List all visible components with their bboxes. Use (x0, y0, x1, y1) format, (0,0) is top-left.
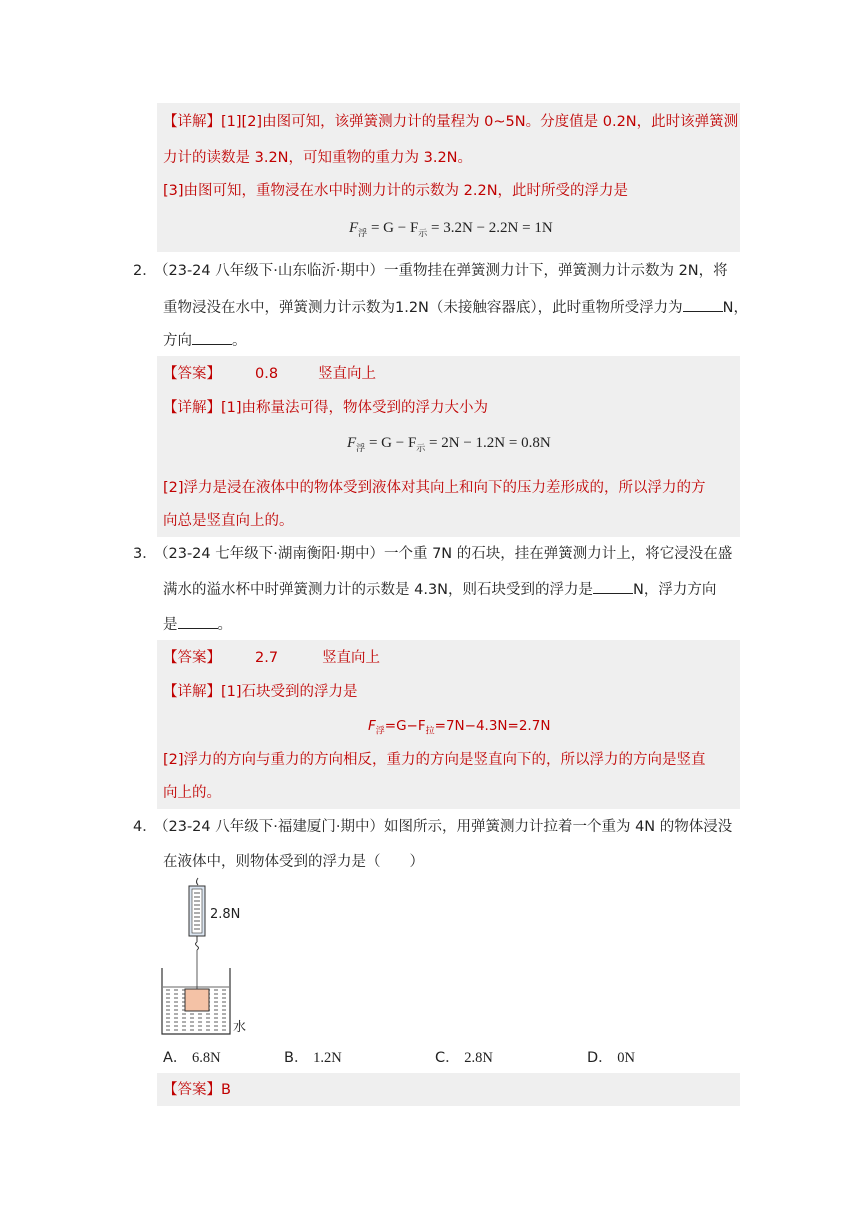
question-text: 重物浸没在水中，弹簧测力计示数为1.2N（未接触容器底），此时重物所受浮力为 N， (163, 297, 748, 318)
formula: $F_浮=G-F_拉=7N-4.3N=2.7N$ (368, 718, 551, 737)
option-a[interactable]: A． 6.8N (163, 1050, 221, 1066)
option-b[interactable]: B． 1.2N (284, 1050, 342, 1066)
question-text: （23-24 八年级下·福建厦门·期中）如图所示，用弹簧测力计拉着一个重为 4N 的物体浸没 (154, 819, 733, 835)
question-text: 满水的溢水杯中时弹簧测力计的示数是 4.3N，则石块受到的浮力是 N，浮力方向 (163, 579, 716, 600)
answer-blank (683, 297, 723, 312)
question-text: （23-24 七年级下·湖南衡阳·期中）一个重 7N 的石块，挂在弹簧测力计上，将它浸没在盛 (154, 546, 733, 562)
question-number: 3． (133, 546, 157, 562)
answer-value: 竖直向上 (322, 650, 381, 666)
question-number: 4． (133, 819, 157, 835)
explanation-line: [3]由图可知，重物浸在水中时测力计的示数为 2.2N，此时所受的浮力是 (163, 183, 629, 199)
question-text: 是 。 (163, 614, 232, 635)
explanation-line: [2]浮力的方向与重力的方向相反，重力的方向是竖直向下的，所以浮力的方向是竖直 (163, 752, 706, 768)
answer-box-4 (157, 1073, 740, 1106)
explanation-line: 【详解】[1]石块受到的浮力是 (163, 684, 358, 700)
answer-blank (178, 614, 218, 629)
scale-top-hook (197, 878, 199, 885)
question-text: （23-24 八年级下·山东临沂·期中）一重物挂在弹簧测力计下，弹簧测力计示数为 2N，将 (154, 263, 728, 279)
explanation-line: 【详解】[1]由称量法可得，物体受到的浮力大小为 (163, 400, 489, 416)
explanation-line: 力计的读数是 3.2N，可知重物的重力为 3.2N。 (163, 150, 473, 166)
question-text: 在液体中，则物体受到的浮力是（ ） (163, 854, 424, 870)
answer-row: 【答案】B (163, 1082, 231, 1098)
water-label: 水 (233, 1020, 247, 1035)
answer-blank (192, 330, 232, 345)
explanation-line: 【详解】[1][2]由图可知，该弹簧测力计的量程为 0~5N。分度值是 0.2N，此时该弹簧测 (163, 114, 739, 130)
question-number: 2． (133, 263, 157, 279)
question-text: 方向 。 (163, 330, 247, 351)
formula: $F_浮 = G - F_示 = 3.2N - 2.2N = 1N$ (349, 220, 553, 238)
answer-row: 【答案】 0.8 竖直向上 (163, 366, 377, 382)
answer-value: 竖直向上 (318, 366, 377, 382)
spring-scale-figure (158, 876, 268, 1040)
answer-row: 【答案】 2.7 竖直向上 (163, 650, 381, 666)
block (185, 989, 209, 1011)
scale-reading: 2.8N (210, 907, 241, 922)
option-c[interactable]: C． 2.8N (435, 1050, 493, 1066)
answer-blank (593, 579, 633, 594)
explanation-line: 向总是竖直向上的。 (163, 513, 294, 529)
answer-value: 2.7 (255, 650, 279, 666)
explanation-line: [2]浮力是浸在液体中的物体受到液体对其向上和向下的压力差形成的，所以浮力的方 (163, 480, 706, 496)
answer-value: 0.8 (255, 366, 279, 382)
option-d[interactable]: D． 0N (587, 1050, 636, 1066)
formula: $F_浮 = G - F_示 = 2N - 1.2N = 0.8N$ (347, 435, 551, 453)
explanation-line: 向上的。 (163, 785, 221, 801)
